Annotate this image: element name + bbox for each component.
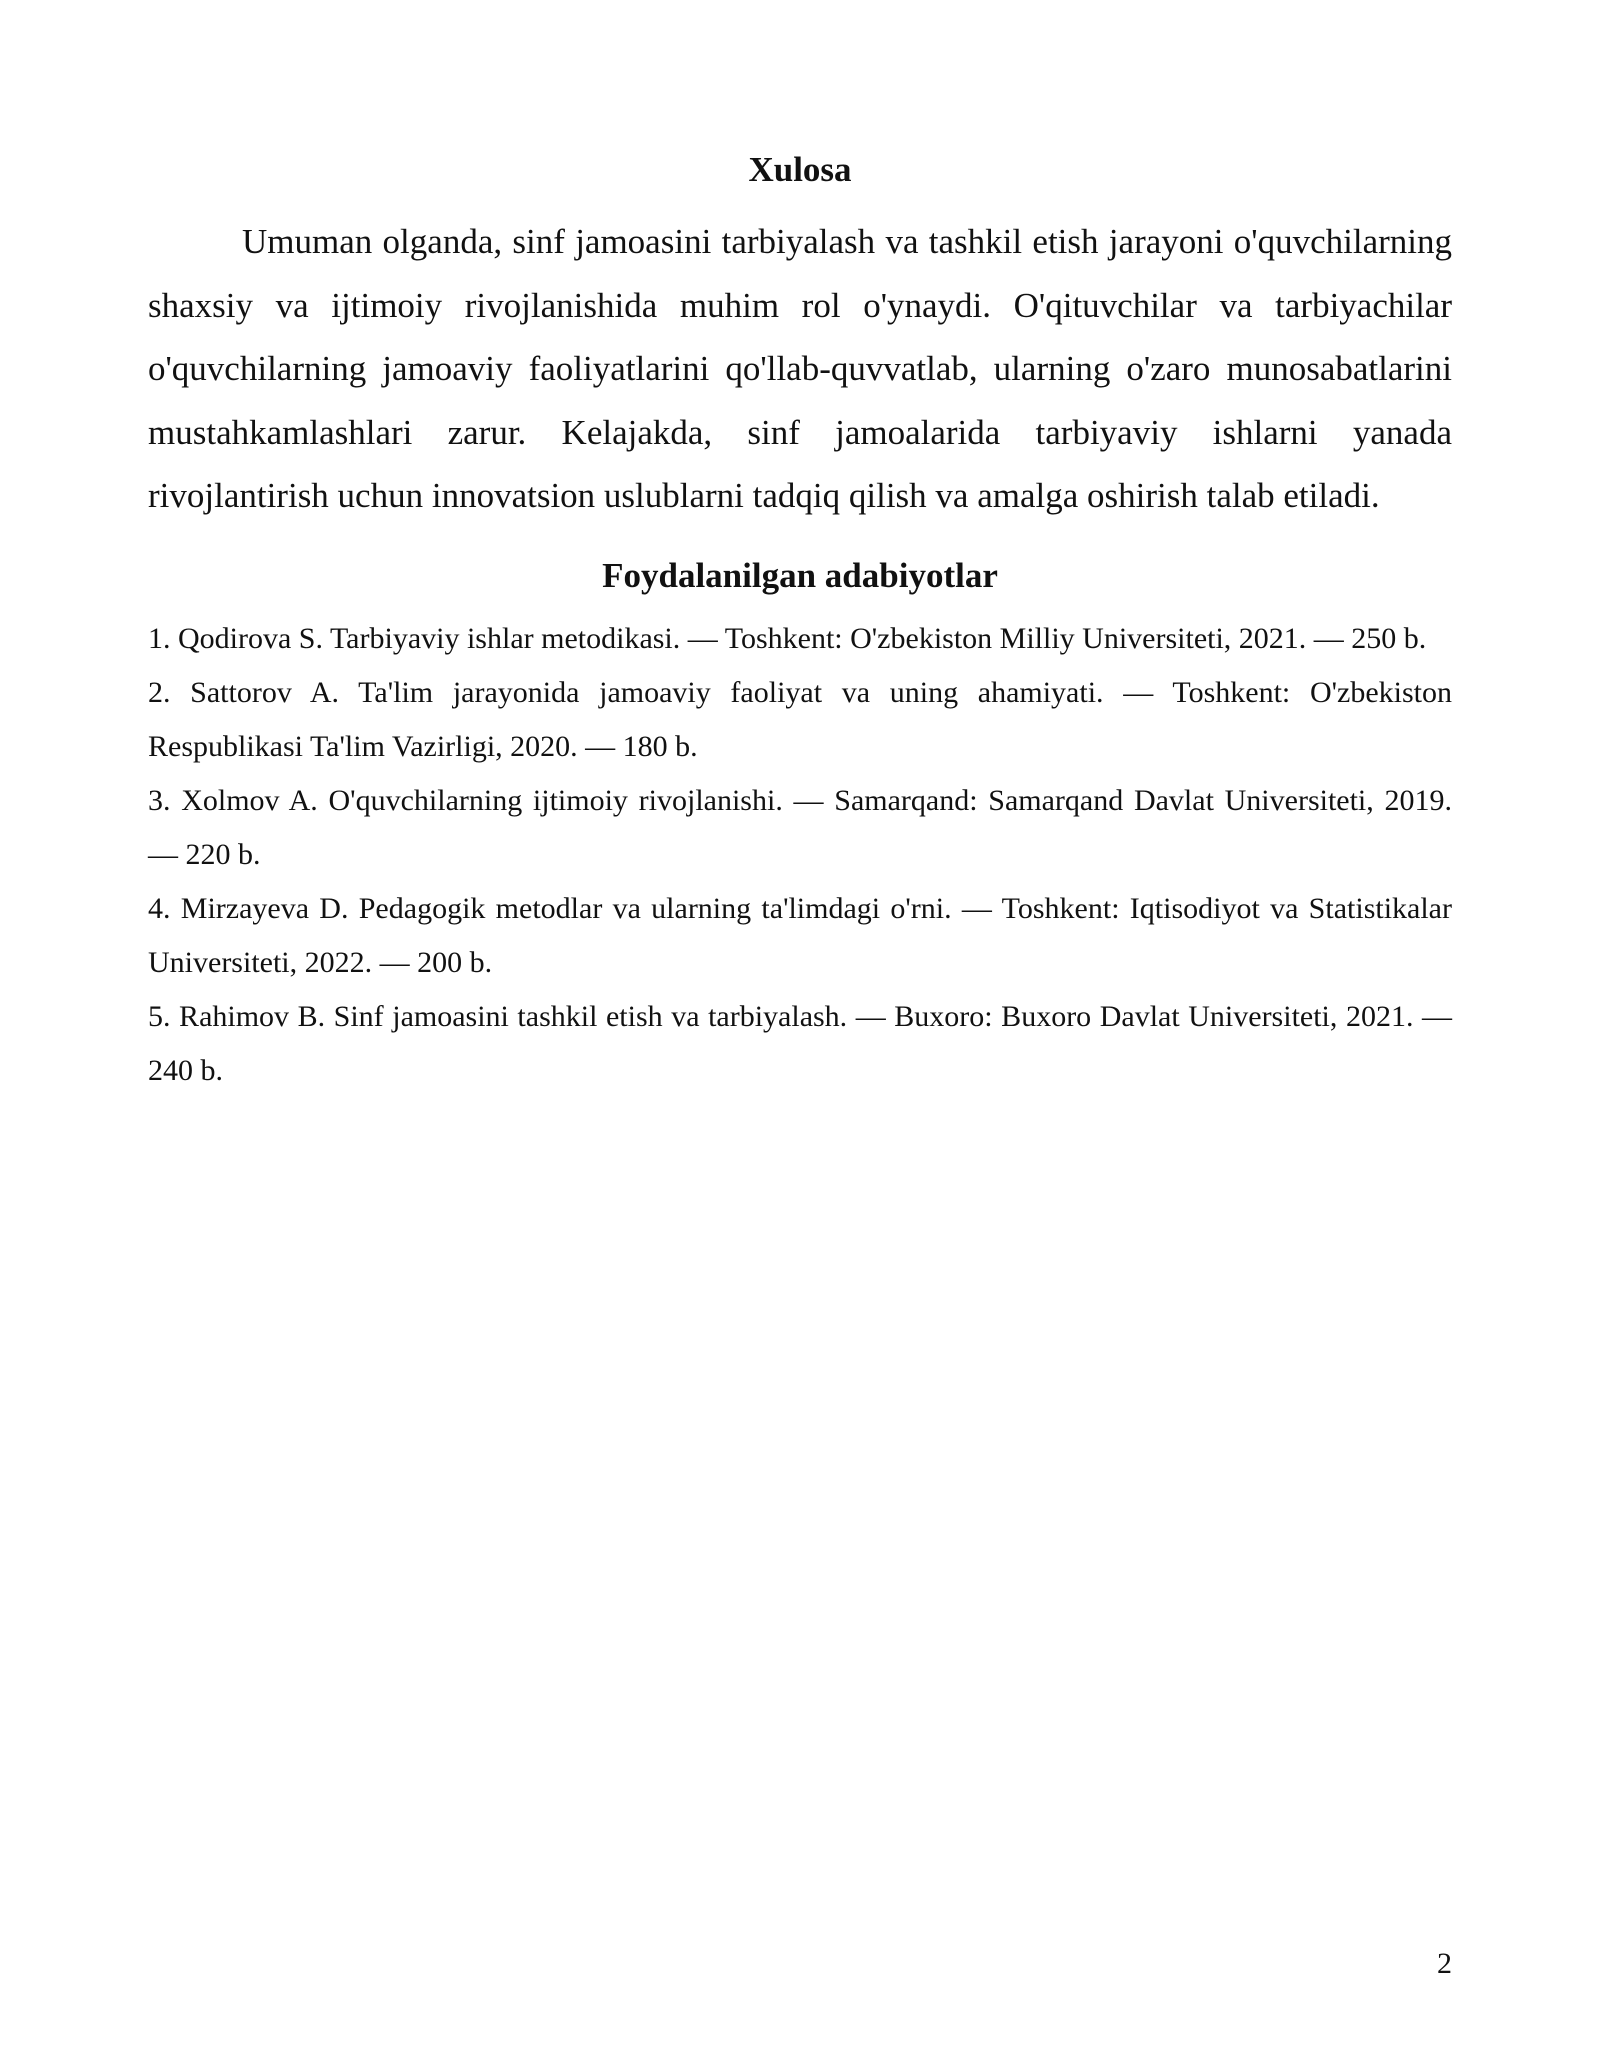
page-number: 2 bbox=[1437, 1947, 1452, 1980]
reference-item-4: 4. Mirzayeva D. Pedagogik metodlar va ularning ta'limdagi o'rni. — Toshkent: Iqtisodiyot va Statistikalar Universiteti, 2022. — 200 b. bbox=[148, 891, 1452, 979]
reference-item-3: 3. Xolmov A. O'quvchilarning ijtimoiy rivojlanishi. — Samarqand: Samarqand Davlat Universiteti, 2019. — 220 b. bbox=[148, 783, 1452, 871]
page-content bbox=[148, 146, 1452, 1098]
references-title: Foydalanilgan adabiyotlar bbox=[602, 555, 998, 595]
reference-item-5: 5. Rahimov B. Sinf jamoasini tashkil etish va tarbiyalash. — Buxoro: Buxoro Davlat Universiteti, 2021. — 240 b. bbox=[148, 999, 1452, 1087]
reference-item-1: 1. Qodirova S. Tarbiyaviy ishlar metodikasi. — Toshkent: O'zbekiston Milliy Universiteti, 2021. — 250 b. bbox=[148, 621, 1427, 655]
conclusion-title: Xulosa bbox=[748, 150, 852, 189]
reference-item-2: 2. Sattorov A. Ta'lim jarayonida jamoaviy faoliyat va uning ahamiyati. — Toshkent: O'zbekiston Respublikasi Ta'lim Vazirligi, 2020. — 180 b. bbox=[148, 675, 1452, 763]
conclusion-paragraph: Umuman olganda, sinf jamoasini tarbiyalash va tashkil etish jarayoni o'quvchilarning shaxsiy va ijtimoiy rivojlanishida muhim rol o'ynaydi. O'qituvchilar va tarbiyachilar o'quvchilarning jamoaviy faoliyatlarini qo'llab-quvvatlab, ularning o'zaro munosabatlarini mustahkamlashlari zarur. Kelajakda, sinf jamoalarida tarbiyaviy ishlarni yanada rivojlantirish uchun innovatsion uslublarni tadqiq qilish va amalga oshirish talab etiladi. bbox=[148, 222, 1452, 515]
reference-list bbox=[148, 612, 1452, 1098]
